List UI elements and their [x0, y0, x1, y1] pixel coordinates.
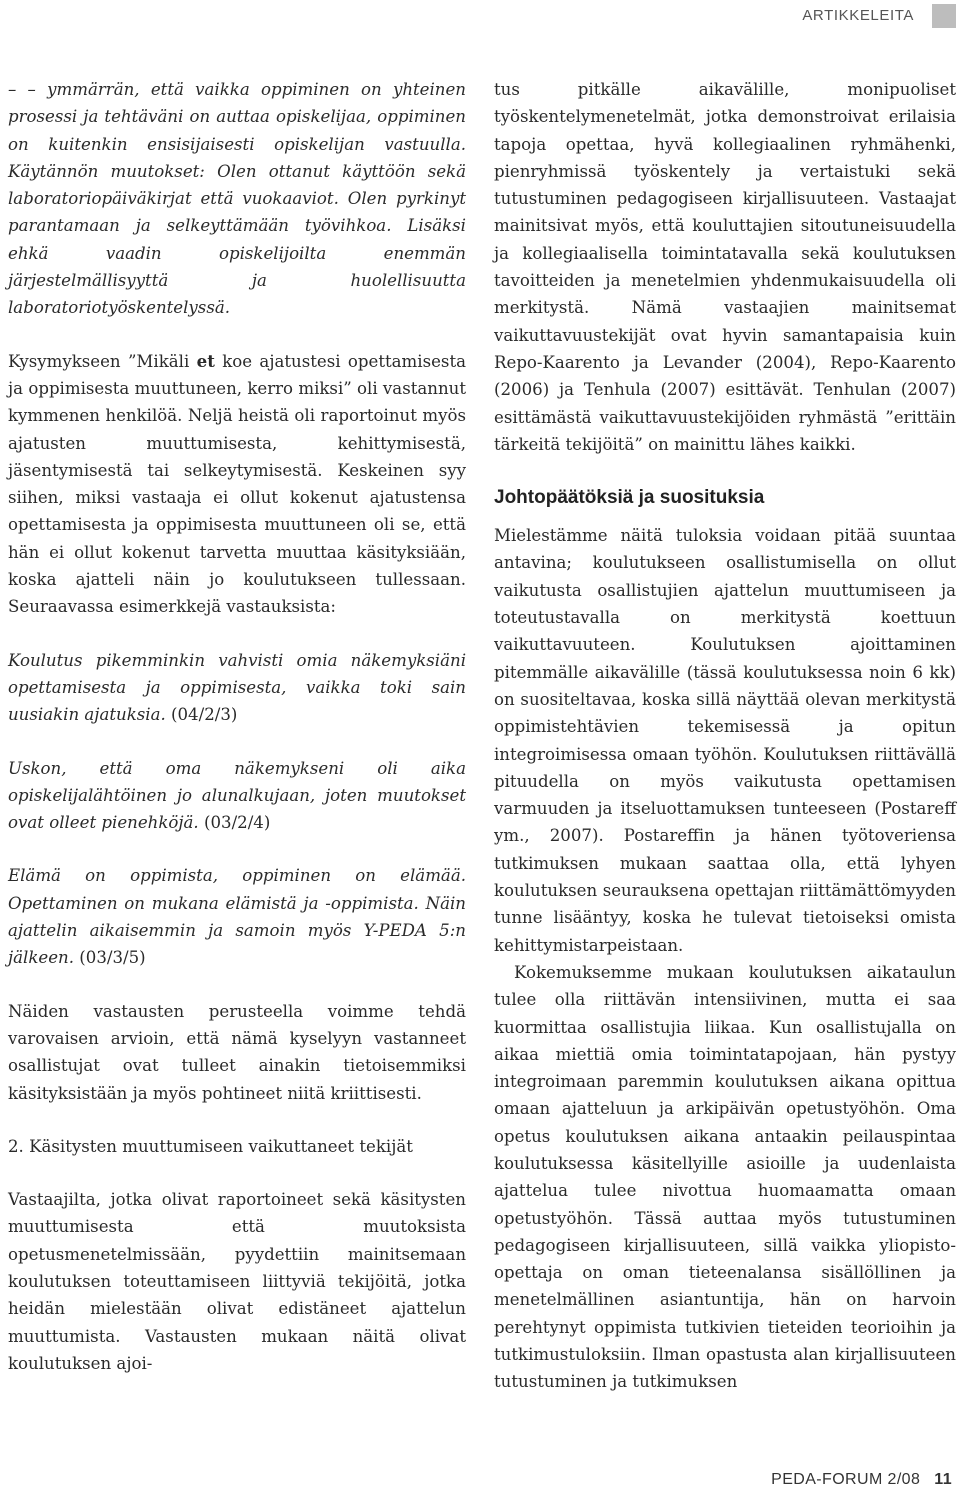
conclusions-paragraph-1: Mielestämme näitä tuloksia voidaan pitää suuntaa antavina; koulutukseen osallistumisella on ollut vaikutusta osallistujien ajattelun muuttumiseen ja toteutustavalla on merkitystä koettuun vaikuttavuuteen. Koulutuksen ajoittaminen pitemmälle aikavälille (tässä koulutuksessa noin 6 kk) on suositeltavaa, koska sillä näyttää olevan merkitystä oppimistehtävien tekemisessä ja opitun integroimisessa omaan työhön. Koulutuksen riittävällä pituudella on myös vaikutusta opettamisen varmuuden ja itseluottamuksen tunteeseen (Postareff ym., 2007). Postareffin ja hänen työtoveriensa tutkimuksen mukaan saattaa olla, että lyhyen koulutuksen seurauksena opettajan riittämättömyyden tunne lisääntyy, koska he tulevat tietoiseksi omista kehittymistarpeistaan.	[494, 526, 956, 955]
para-1-rest: koe ajatustesi opettamisesta ja oppimisesta muuttuneen, kerro miksi” oli vastannut kymmenen henkilöä. Neljä heistä oli raportoinut myös ajatusten muuttumisesta, kehittymisestä, jäsentymisestä tai selkeytymisestä. Keskeinen syy siihen, miksi vastaaja ei ollut kokenut ajatustensa opettamisesta ja oppimisesta muuttuneen oli se, että hän ei ollut kokenut tarvetta muuttaa käsityksiään, koska ajatteli näin jo koulutukseen tullessaan. Seuraavassa esimerkkejä vastauksista:	[8, 351, 467, 617]
body-paragraph-3: Vastaajilta, jotka olivat raportoineet sekä käsitysten muuttumisesta että muutoksista opetusmenetelmissään, pyydettiin mainitsemaan koulutuksen toteuttamiseen liittyviä tekijöitä, jotka heidän mielestään olivat edistäneet ajattelun muuttumista. Vastausten mukaan näitä olivat koulutuksen ajoi-	[8, 1190, 466, 1373]
section-heading: Johtopäätöksiä ja suosituksia	[494, 487, 765, 509]
section-label: ARTIKKELEITA	[802, 7, 914, 24]
left-column	[8, 76, 466, 1377]
body-paragraph-2: Näiden vastausten perusteella voimme tehdä varovaisen arvioin, että nämä kyselyyn vastanneet osallistujat ovat tulleet ainakin tietoisemmiksi käsityksistään ja myös pohtineet niitä kriittisesti.	[8, 1001, 466, 1103]
quote-2	[8, 755, 466, 837]
quote-1-text: Koulutus pikemminkin vahvisti omia näkemyksiäni opettamisesta ja oppimisesta, vaikka toki sain uusiakin ajatuksia.	[8, 650, 466, 725]
page-footer	[771, 1471, 952, 1489]
para-1-bold-word: et	[196, 350, 215, 371]
page-number: 11	[934, 1471, 952, 1488]
quote-1	[8, 647, 466, 729]
right-column	[494, 76, 956, 1396]
quote-3-text: Elämä on oppimista, oppiminen on elämää. Opettaminen on mukana elämistä ja -oppimista. Näin ajattelin aikaisemmin ja samoin myös Y-PEDA 5:n jälkeen.	[8, 866, 466, 968]
body-paragraph-continued: tus pitkälle aikavälille, monipuoliset työskentelymenetelmät, jotka demonstroivat erilaisia tapoja opettaa, hyvä kollegiaalinen ryhmähenki, pienryhmissä työskentely ja vertaistuki sekä tutustuminen pedagogiseen kirjallisuuteen. Vastaajat mainitsivat myös, että kouluttajien sitoutuneisuudella ja kollegiaalisella toimintatavalla sekä koulutuksen tavoitteiden ja menetelmien yhdenmukaisuudella oli merkitystä. Nämä vastaajien mainitsemat vaikuttavuustekijät ovat hyvin samantapaisia kuin Repo-Kaarento ja Levander (2004), Repo-Kaarento (2006) ja Tenhula (2007) esittävät. Tenhulan (2007) esittämästä vaikuttavuustekijöiden ryhmästä ”erittäin tärkeitä tekijöitä” on mainittu lähes kaikki.	[494, 80, 956, 454]
italic-quote-block: – – ymmärrän, että vaikka oppiminen on yhteinen prosessi ja tehtäväni on auttaa opiskelijaa, oppiminen on kuitenkin ensisijaisesti opiskelijan vastuulla. Käytännön muutokset: Olen ottanut käyttöön sekä laboratoriopäiväkirjat että vuokaaviot. Olen pyrkinyt parantamaan ja selkeyttämään työvihkoa. Lisäksi ehkä vaadin opiskelijoilta enemmän järjestelmällisyyttä ja huolellisuutta laboratoriotyöskentelyssä.	[8, 80, 466, 318]
para-1-start: Kysymykseen ”Mikäli	[8, 351, 197, 371]
conclusions-paragraph-2: Kokemuksemme mukaan koulutuksen aikataulun tulee olla riittävän intensiivinen, mutta ei saa kuormittaa osallistujia liikaa. Kun osallistujalla on aikaa miettiä omia toimintatapojaan, hän pystyy integroimaan paremmin koulutuksen aikana opittua omaan ajatteluun ja arkipäivän opetustyöhön. Oma opetus koulutuksen aikana antaakin peilauspintaa koulutuksessa käsitellyille asioille ja uudenlaista ajattelua tulee nivottua huomaamatta omaan opetustyöhön. Tässä auttaa myös tutustuminen pedagogiseen kirjallisuuteen, sillä vaikka yliopisto-opettaja on oman tieteenalansa sisällöllinen ja menetelmällinen asiantuntija, hän on harvoin perehtynyt oppimista tutkivien tieteiden teorioihin ja tutkimustuloksiin. Ilman opastusta alan kirjallisuuteen tutustuminen ja tutkimuksen	[494, 962, 956, 1392]
quote-3-code: (03/3/5)	[74, 948, 146, 968]
quote-2-code: (03/2/4)	[198, 813, 271, 833]
section-marker-square	[932, 4, 956, 28]
quote-1-code: (04/2/3)	[165, 705, 238, 725]
quote-2-text: Uskon, että oma näkemykseni oli aika opiskelijalähtöinen jo alunalkujaan, joten muutokset ovat olleet pienehköjä.	[8, 758, 466, 833]
journal-name: PEDA-FORUM 2/08	[771, 1471, 921, 1488]
body-paragraph-1	[8, 348, 466, 621]
quote-3	[8, 862, 466, 971]
subheading: 2. Käsitysten muuttumiseen vaikuttaneet tekijät	[8, 1136, 413, 1156]
